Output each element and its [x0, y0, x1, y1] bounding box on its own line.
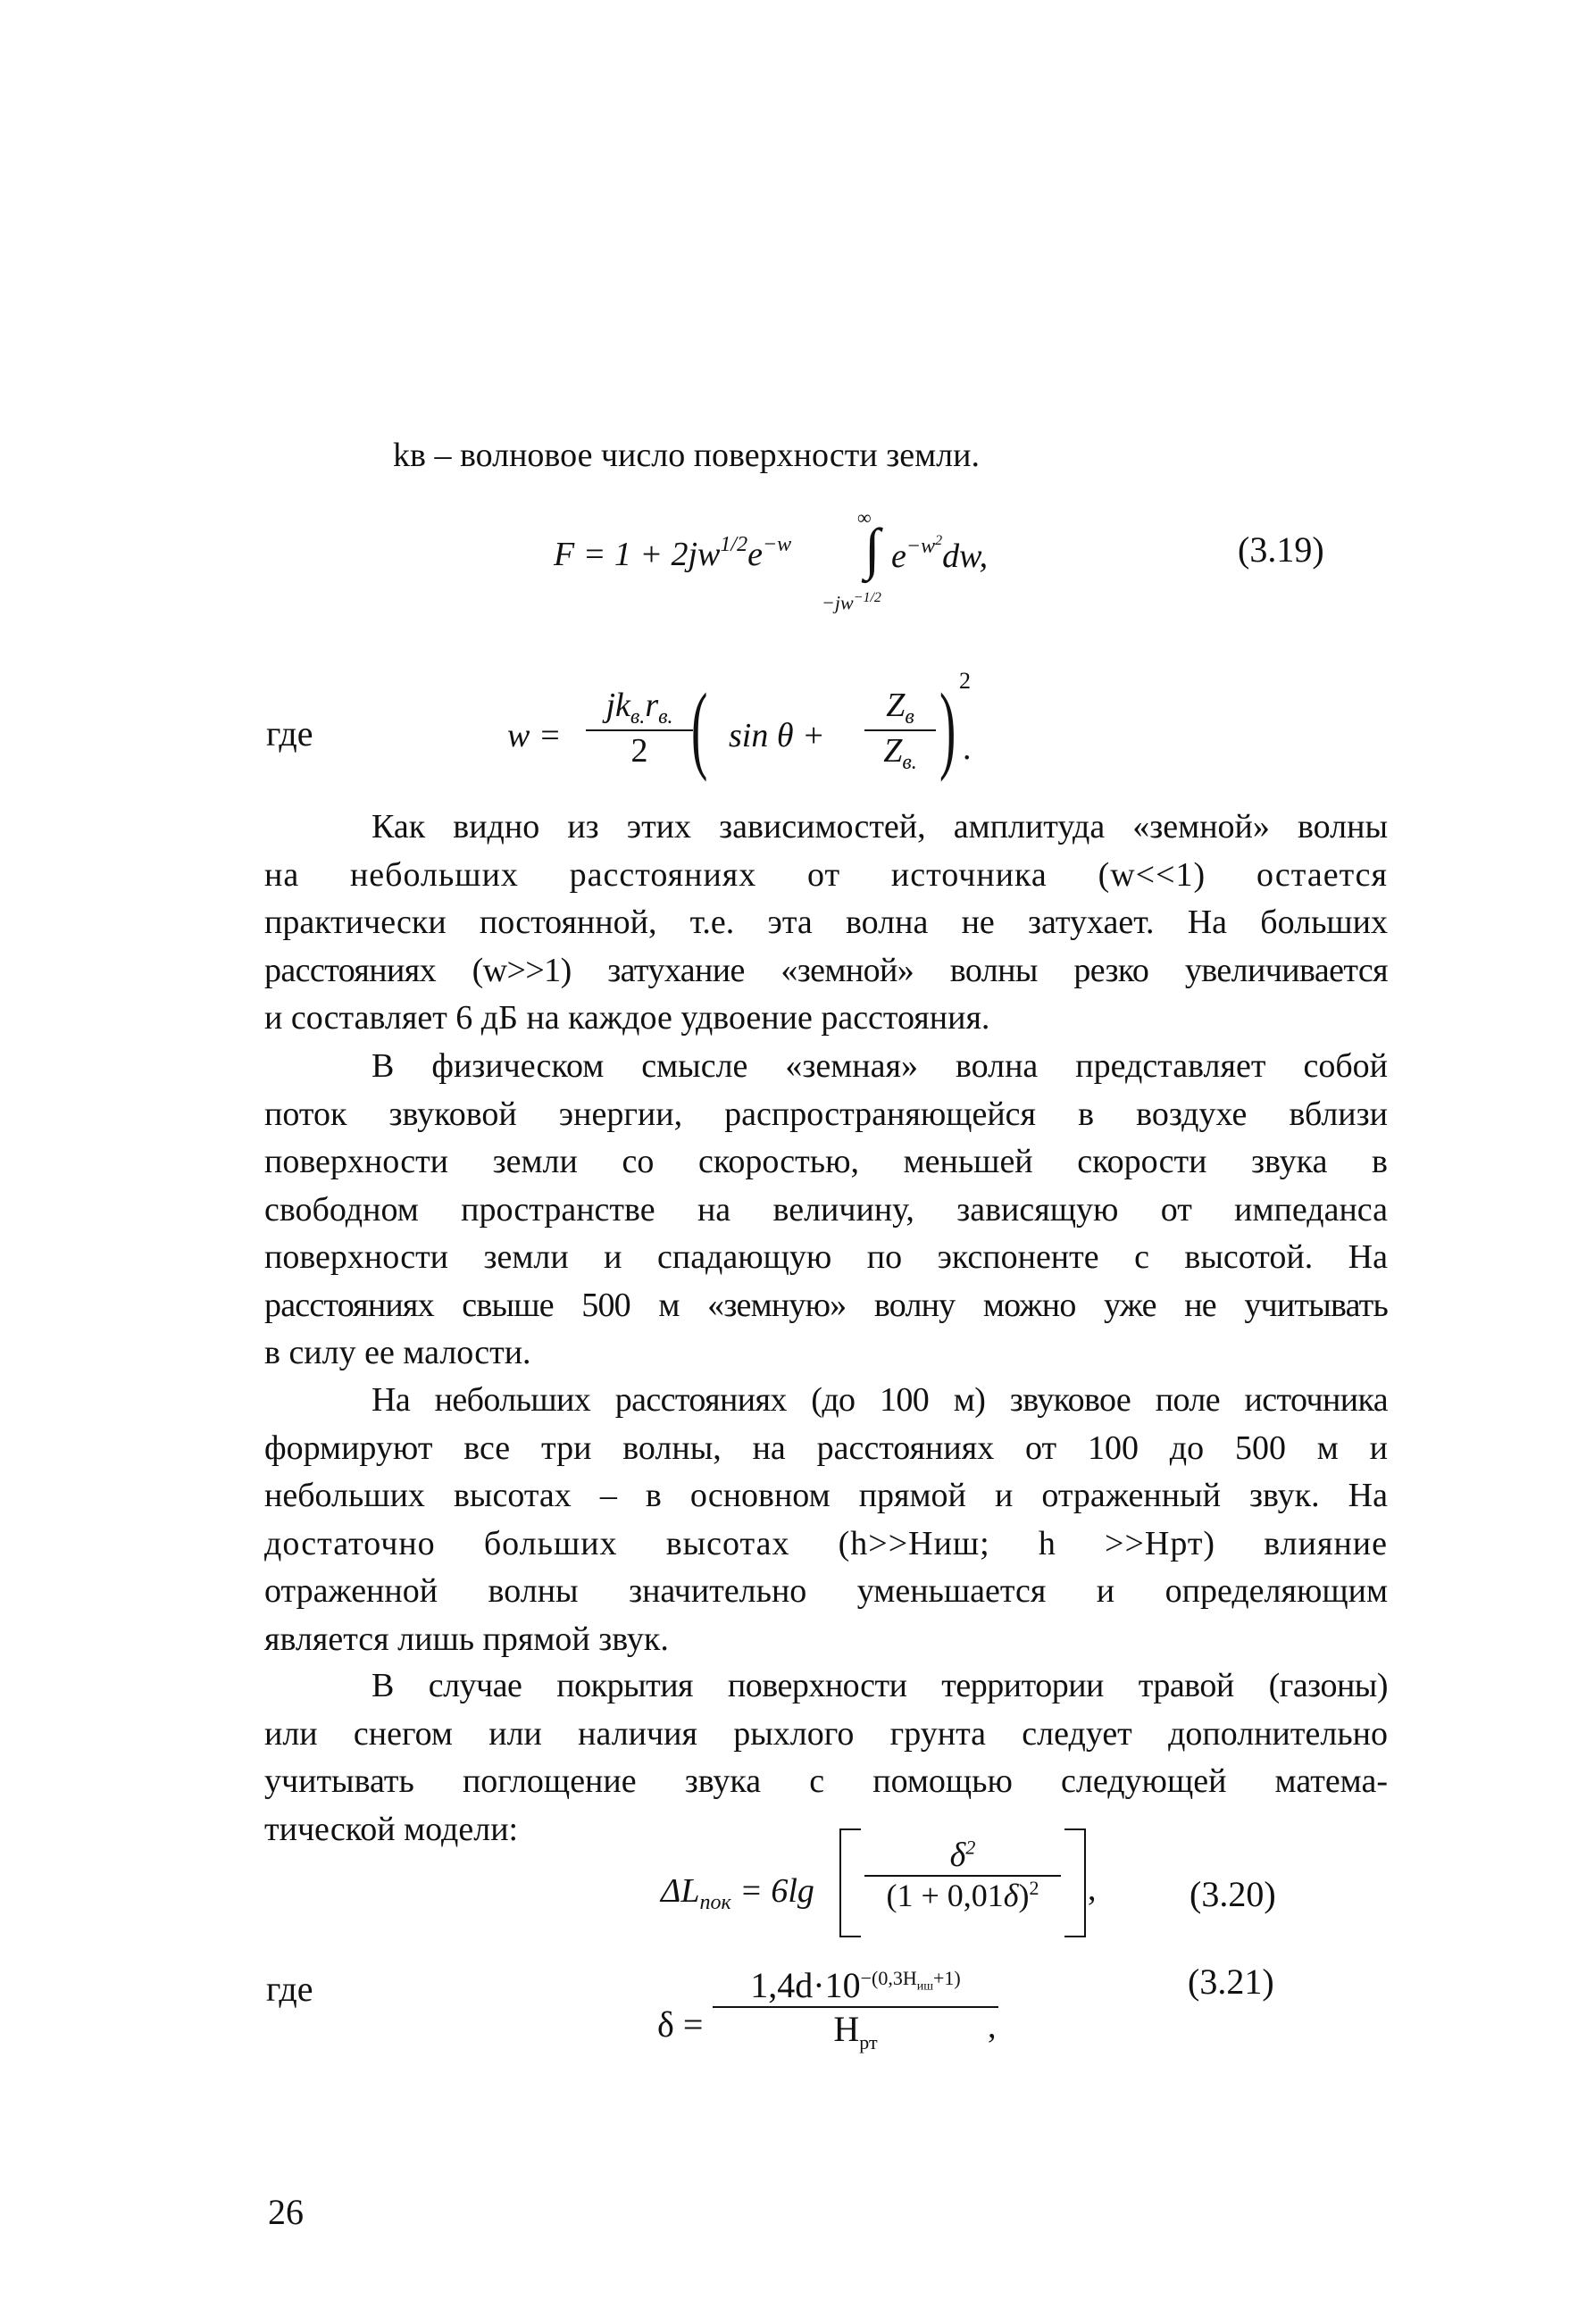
text-line: практически постоянной, т.е. эта волна не затухает. На больших	[264, 904, 1388, 941]
text-line: поверхности земли и спадающую по экспоненте с высотой. На	[264, 1238, 1388, 1276]
text-line: поверхности земли со скоростью, меньшей скорости звука в	[264, 1143, 1388, 1180]
text-line: В физическом смысле «земная» волна представляет собой	[371, 1047, 1388, 1085]
text-line: свободном пространстве на величину, зависящую от импеданса	[264, 1190, 1388, 1229]
text-line: формируют все три волны, на расстояниях от 100 до 500 м и	[264, 1429, 1388, 1467]
text-line: расстояниях свыше 500 м «земную» волну можно уже не учитывать	[264, 1286, 1388, 1324]
equation-number-3-20: (3.20)	[1190, 1874, 1276, 1914]
where-label: где	[266, 713, 313, 754]
equation-number-3-21: (3.21)	[1188, 1962, 1274, 2002]
paragraph-2	[264, 1043, 1388, 1378]
equation-3-19: $F = 1 + 2jw^{1/2}e^{-w}$ ∞ ∫ $e^{-w^2}dw$, $-jw^{-1/2}$	[554, 506, 989, 614]
text-line: достаточно больших высотах (h>>Hиш; h >>Hрт) влияние	[264, 1524, 1388, 1562]
paragraph-4	[264, 1662, 1388, 1853]
text-line: отраженной волны значительно уменьшается и определяющим	[264, 1572, 1388, 1610]
text-line: Как видно из этих зависимостей, амплитуда «земной» волны	[371, 808, 1388, 845]
text-line: и составляет 6 дБ на каждое удвоение расстояния.	[264, 999, 990, 1037]
text-line: на небольших расстояниях от источника (w<<1) остается	[264, 855, 1388, 894]
equation-3-20: $\Delta L_{пок} = 6\lg$ $\delta^2$ $(1 + 0,01\delta)^2$ ,	[661, 1828, 1107, 1945]
text-line: расстояниях (w>>1) затухание «земной» волны резко увеличивается	[264, 951, 1388, 989]
text-line: тической модели:	[264, 1810, 519, 1848]
paragraph-1	[264, 804, 1388, 1043]
text-line: На небольших расстояниях (до 100 м) звуковое поле источника	[371, 1381, 1388, 1419]
equation-w: w = $jk_{в.}r_{в.}$ 2 ( sin θ + $Z_в$ $Z_{в.}$ ) 2 .	[507, 668, 972, 782]
text-line: В случае покрытия поверхности территории травой (газоны)	[371, 1667, 1388, 1704]
where-label-2: где	[266, 1969, 313, 2009]
intro-line: kв – волновое число поверхности земли.	[393, 437, 980, 474]
text-line: является лишь прямой звук.	[264, 1620, 669, 1658]
equation-3-21: δ = $1,4d\cdot 10^{-(0,3H_{иш}+1)}$ $H_{рт}$ ,	[657, 1953, 1014, 2070]
text-line: поток звуковой энергии, распространяющейся в воздухе вблизи	[264, 1095, 1388, 1133]
paragraph-3	[264, 1377, 1388, 1663]
text-line: небольших высотах – в основном прямой и отраженный звук. На	[264, 1477, 1388, 1514]
text-line: или снегом или наличия рыхлого грунта следует дополнительно	[264, 1714, 1388, 1753]
equation-number-3-19: (3.19)	[1238, 529, 1324, 570]
page-number: 26	[268, 2192, 304, 2232]
text-line: в силу ее малости.	[264, 1334, 531, 1371]
text-line: учитывать поглощение звука с помощью следующей матема-	[264, 1762, 1388, 1800]
